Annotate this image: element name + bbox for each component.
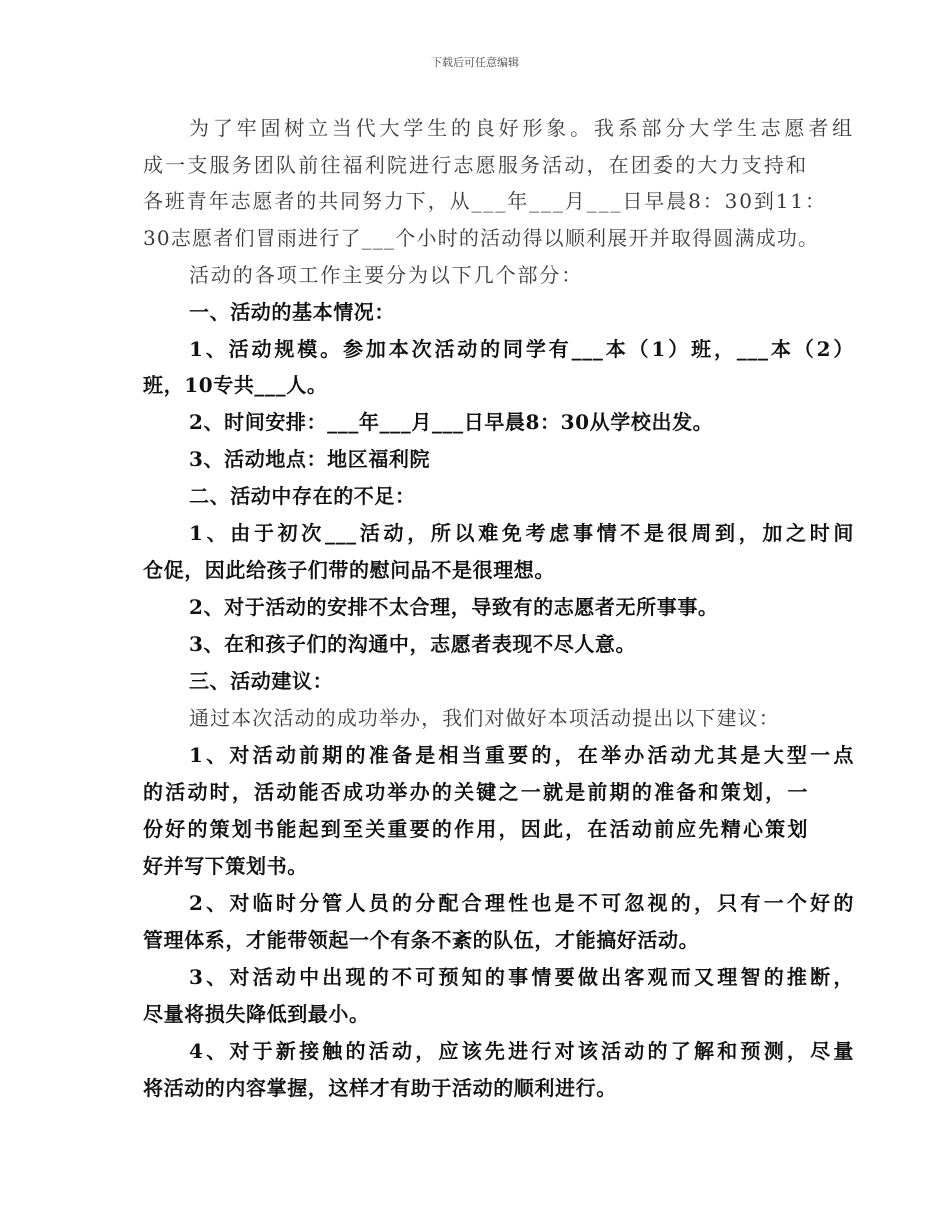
paragraph-line: 2、对临时分管人员的分配合理性也是不可忽视的，只有一个好的 — [189, 891, 854, 915]
paragraph-line: 仓促，因此给孩子们带的慰问品不是很理想。 — [143, 558, 555, 582]
paragraph-line: 份好的策划书能起到至关重要的作用，因此，在活动前应先精心策划 — [143, 817, 808, 841]
paragraph-line: 为了牢固树立当代大学生的良好形象。我系部分大学生志愿者组 — [189, 116, 854, 140]
paragraph-line: 将活动的内容掌握，这样才有助于活动的顺利进行。 — [143, 1076, 617, 1100]
section-heading: 二、活动中存在的不足： — [189, 484, 416, 508]
paragraph-line: 30志愿者们冒雨进行了___个小时的活动得以顺利展开并取得圆满成功。 — [143, 226, 820, 250]
paragraph-line: 3、对活动中出现的不可预知的事情要做出客观而又理智的推断， — [189, 965, 854, 989]
paragraph-line: 的活动时，活动能否成功举办的关键之一就是前期的准备和策划，一 — [143, 780, 808, 804]
page-header: 下载后可任意编辑 — [431, 56, 519, 69]
paragraph-line: 3、活动地点：地区福利院 — [189, 447, 431, 471]
section-heading: 一、活动的基本情况： — [189, 300, 395, 324]
paragraph-line: 2、对于活动的安排不太合理，导致有的志愿者无所事事。 — [189, 595, 719, 619]
paragraph-line: 活动的各项工作主要分为以下几个部分： — [189, 263, 584, 287]
paragraph-line: 尽量将损失降低到最小。 — [143, 1002, 370, 1026]
paragraph-line: 1、活动规模。参加本次活动的同学有___本（1）班，___本（2） — [189, 337, 854, 361]
paragraph-line: 1、由于初次___活动，所以难免考虑事情不是很周到，加之时间 — [189, 521, 854, 545]
paragraph-line: 4、对于新接触的活动，应该先进行对该活动的了解和预测，尽量 — [189, 1039, 854, 1063]
section-heading: 三、活动建议： — [189, 669, 334, 693]
paragraph-line: 成一支服务团队前往福利院进行志愿服务活动，在团委的大力支持和 — [143, 153, 808, 177]
paragraph-line: 通过本次活动的成功举办，我们对做好本项活动提出以下建议： — [189, 706, 780, 730]
paragraph-line: 各班青年志愿者的共同努力下，从___年___月___日早晨8：30到11： — [143, 189, 827, 213]
paragraph-line: 班，10专共___人。 — [143, 373, 328, 397]
paragraph-line: 管理体系，才能带领起一个有条不紊的队伍，才能搞好活动。 — [143, 928, 700, 952]
paragraph-line: 1、对活动前期的准备是相当重要的，在举办活动尤其是大型一点 — [189, 743, 854, 767]
paragraph-line: 3、在和孩子们的沟通中，志愿者表现不尽人意。 — [189, 632, 637, 656]
paragraph-line: 好并写下策划书。 — [143, 854, 308, 878]
paragraph-line: 2、时间安排：___年___月___日早晨8：30从学校出发。 — [189, 410, 714, 434]
